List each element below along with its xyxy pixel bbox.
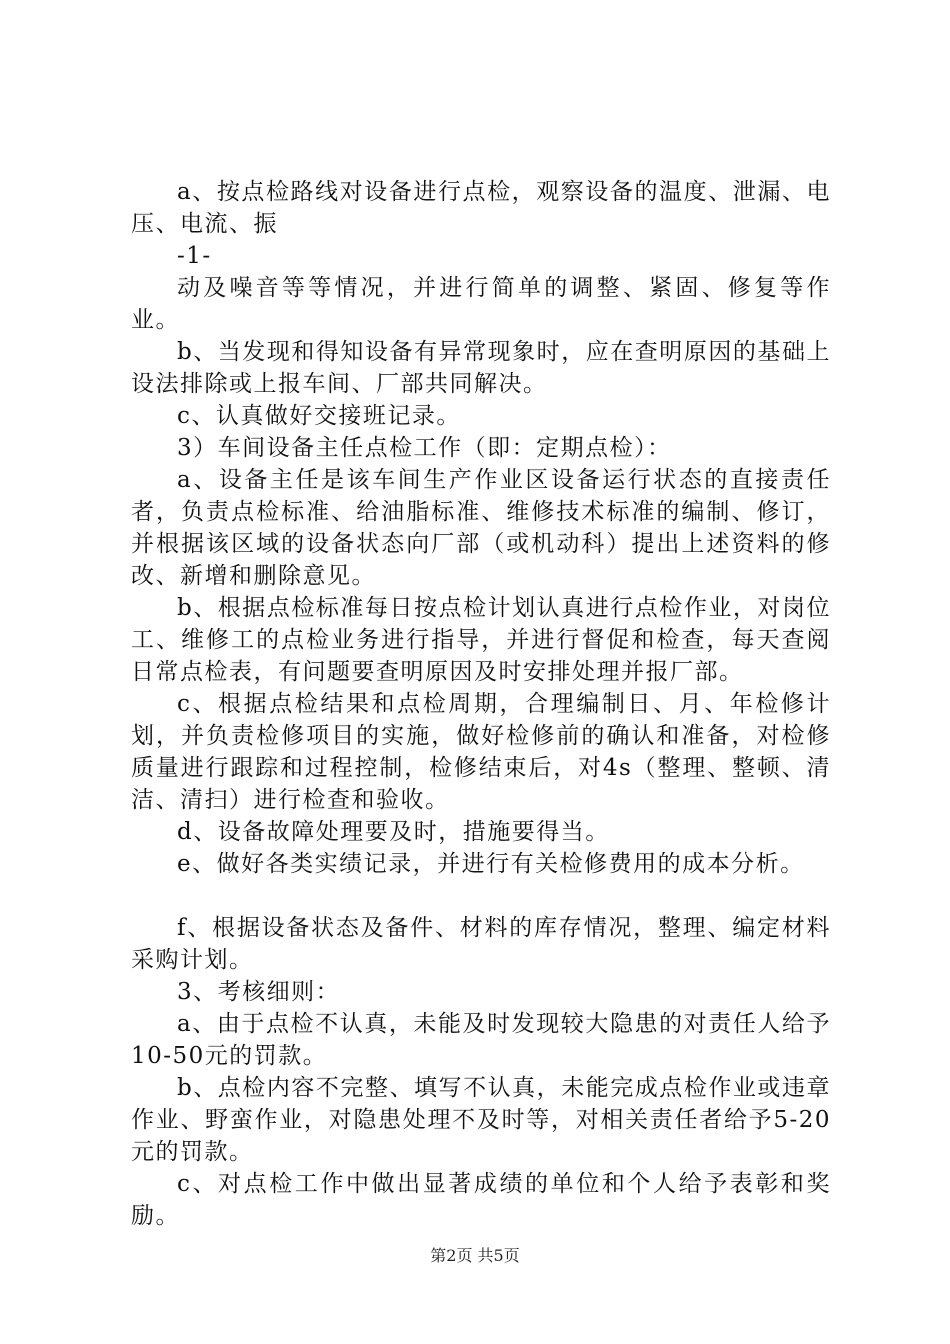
section-heading-workshop: 3）车间设备主任点检工作（即：定期点检）：: [177, 435, 672, 461]
paragraph-f-procurement: f、根据设备状态及备件、材料的库存情况，整理、编定材料采购计划。: [131, 915, 831, 973]
paragraph-a-supervisor: a、设备主任是该车间生产作业区设备运行状态的直接责任者，负责点检标准、给油脂标准、维修技术标准的编制、修订，并根据该区域的设备状态向厂部（或机动科）提出上述资料的修改、新增和删除意见。: [131, 467, 831, 589]
page-footer: 第2页 共5页: [430, 1246, 520, 1265]
paragraph-b-abnormal: b、当发现和得知设备有异常现象时，应在查明原因的基础上设法排除或上报车间、厂部共同解决。: [131, 339, 831, 397]
section-heading-assessment: 3、考核细则：: [177, 979, 341, 1005]
paragraph-a-inspection-route: a、按点检路线对设备进行点检，观察设备的温度、泄漏、电压、电流、振: [131, 179, 831, 237]
paragraph-b-daily-check: b、根据点检标准每日按点检计划认真进行点检作业，对岗位工、维修工的点检业务进行指导，并进行督促和检查，每天查阅日常点检表，有问题要查明原因及时安排处理并报厂部。: [131, 595, 831, 685]
paragraph-c-reward: c、对点检工作中做出显著成绩的单位和个人给予表彰和奖励。: [131, 1171, 831, 1229]
paragraph-d-faults: d、设备故障处理要及时，措施要得当。: [177, 819, 610, 845]
paragraph-c-handover: c、认真做好交接班记录。: [177, 403, 461, 429]
document-body: [131, 176, 831, 1232]
page-marker: -1-: [177, 243, 212, 269]
paragraph-a-continued: 动及噪音等等情况，并进行简单的调整、紧固、修复等作业。: [131, 275, 831, 333]
paragraph-b-penalty: b、点检内容不完整、填写不认真，未能完成点检作业或违章作业、野蛮作业，对隐患处理不及时等，对相关责任者给予5-20元的罚款。: [131, 1075, 831, 1165]
paragraph-a-penalty: a、由于点检不认真，未能及时发现较大隐患的对责任人给予10-50元的罚款。: [131, 1011, 831, 1069]
paragraph-e-records: e、做好各类实绩记录，并进行有关检修费用的成本分析。: [177, 851, 805, 877]
paragraph-c-maintenance-plan: c、根据点检结果和点检周期，合理编制日、月、年检修计划，并负责检修项目的实施，做好检修前的确认和准备，对检修质量进行跟踪和过程控制，检修结束后，对4s（整理、整顿、清洁、清扫）进行检查和验收。: [131, 691, 831, 813]
